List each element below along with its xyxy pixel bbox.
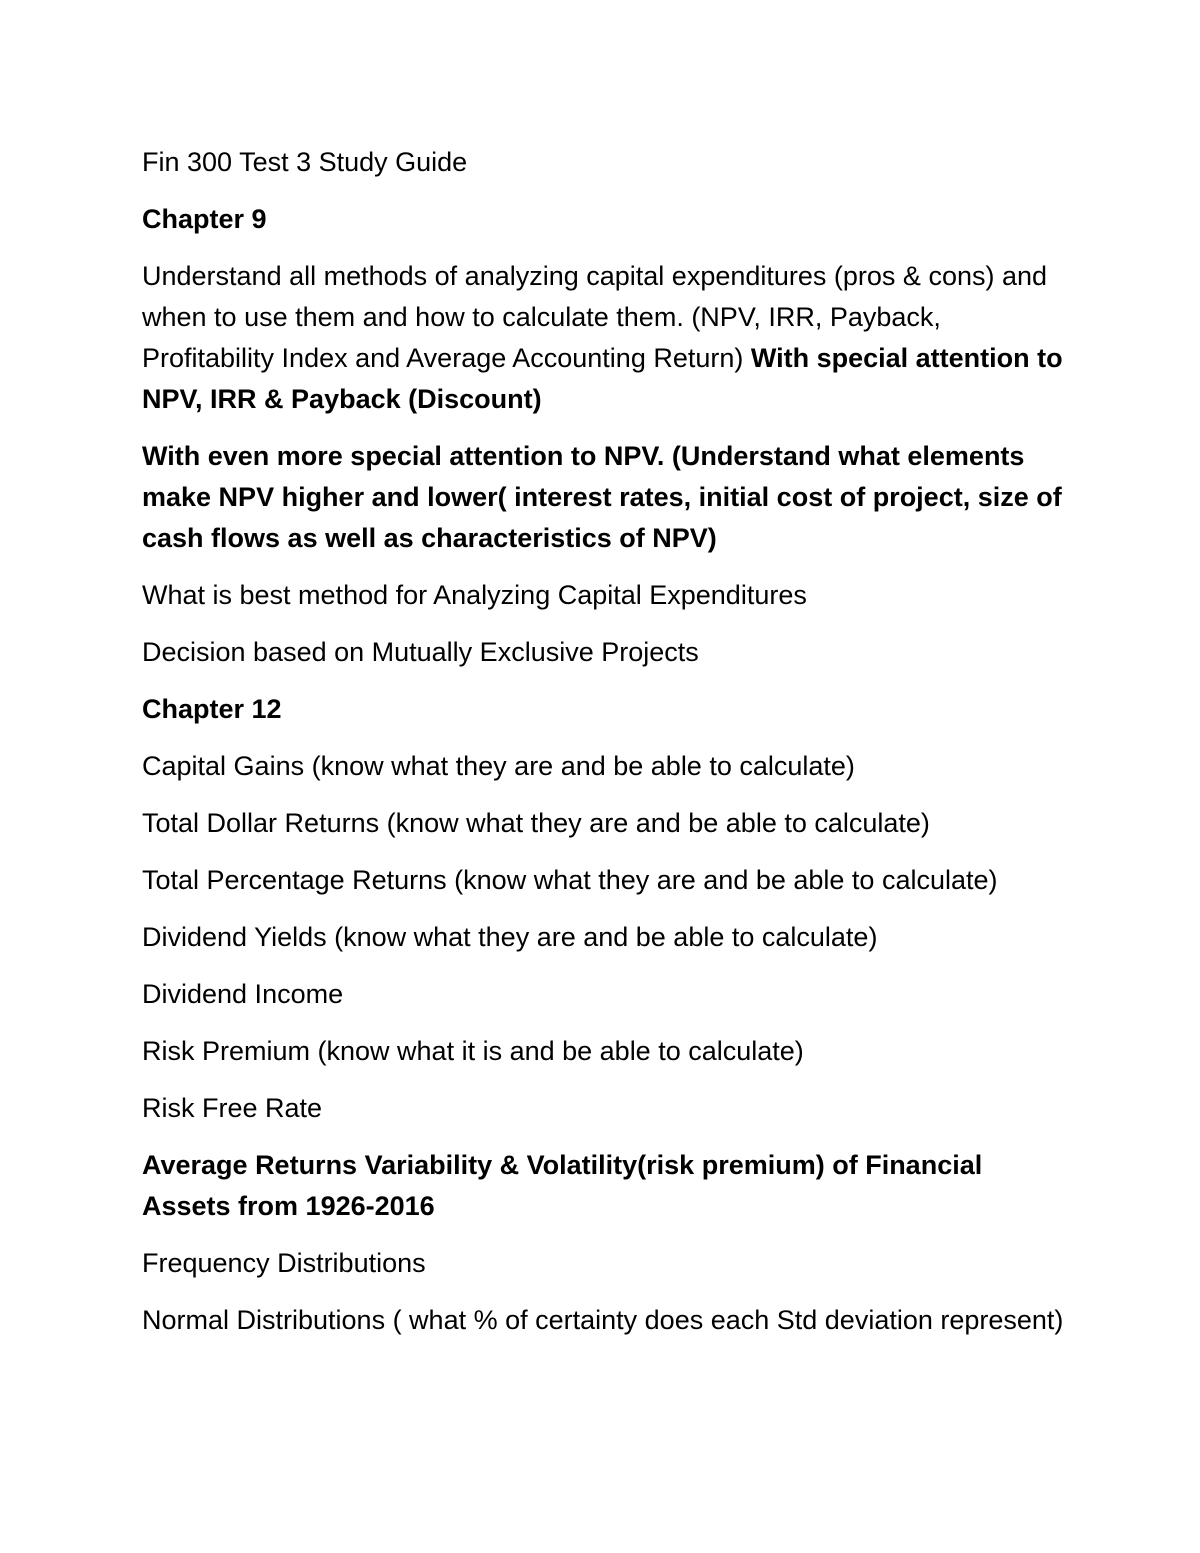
chapter-9-item-best-method: What is best method for Analyzing Capital Expenditures	[142, 580, 807, 610]
chapter-12-item-total-dollar-returns: Total Dollar Returns (know what they are and be able to calculate)	[142, 808, 930, 838]
chapter-9-heading: Chapter 9	[142, 204, 267, 234]
methods-text: Understand all methods of analyzing capital expenditures (pros & cons) and when to use them and how to calculate them. (NPV, IRR, Payback, Profitability Index and Average Accounting Return)	[142, 261, 1048, 373]
chapter-9-paragraph-methods	[142, 256, 1072, 420]
chapter-12-heading: Chapter 12	[142, 694, 282, 724]
document-title: Fin 300 Test 3 Study Guide	[142, 147, 468, 177]
chapter-12-item-frequency-distributions: Frequency Distributions	[142, 1248, 426, 1278]
chapter-12-bold-heading: Average Returns Variability & Volatility(risk premium) of Financial Assets from 1926-2016	[142, 1150, 983, 1221]
methods-emphasis: With special attention to NPV, IRR & Payback (Discount)	[142, 343, 1063, 414]
chapter-12-item-risk-free-rate: Risk Free Rate	[142, 1093, 323, 1123]
chapter-9-item-mutually-exclusive: Decision based on Mutually Exclusive Projects	[142, 637, 699, 667]
document-body	[142, 142, 1072, 1357]
chapter-9-paragraph-npv: With even more special attention to NPV. (Understand what elements make NPV higher and lower( interest rates, initial cost of project, size of cash flows as well as characteristics of NPV)	[142, 441, 1062, 553]
chapter-12-item-normal-distributions: Normal Distributions ( what % of certainty does each Std deviation represent)	[142, 1305, 1064, 1335]
chapter-12-item-risk-premium: Risk Premium (know what it is and be able to calculate)	[142, 1036, 804, 1066]
chapter-12-item-total-percentage-returns: Total Percentage Returns (know what they are and be able to calculate)	[142, 865, 998, 895]
chapter-12-item-dividend-yields: Dividend Yields (know what they are and be able to calculate)	[142, 922, 878, 952]
chapter-12-item-dividend-income: Dividend Income	[142, 979, 344, 1009]
chapter-12-item-capital-gains: Capital Gains (know what they are and be able to calculate)	[142, 751, 855, 781]
